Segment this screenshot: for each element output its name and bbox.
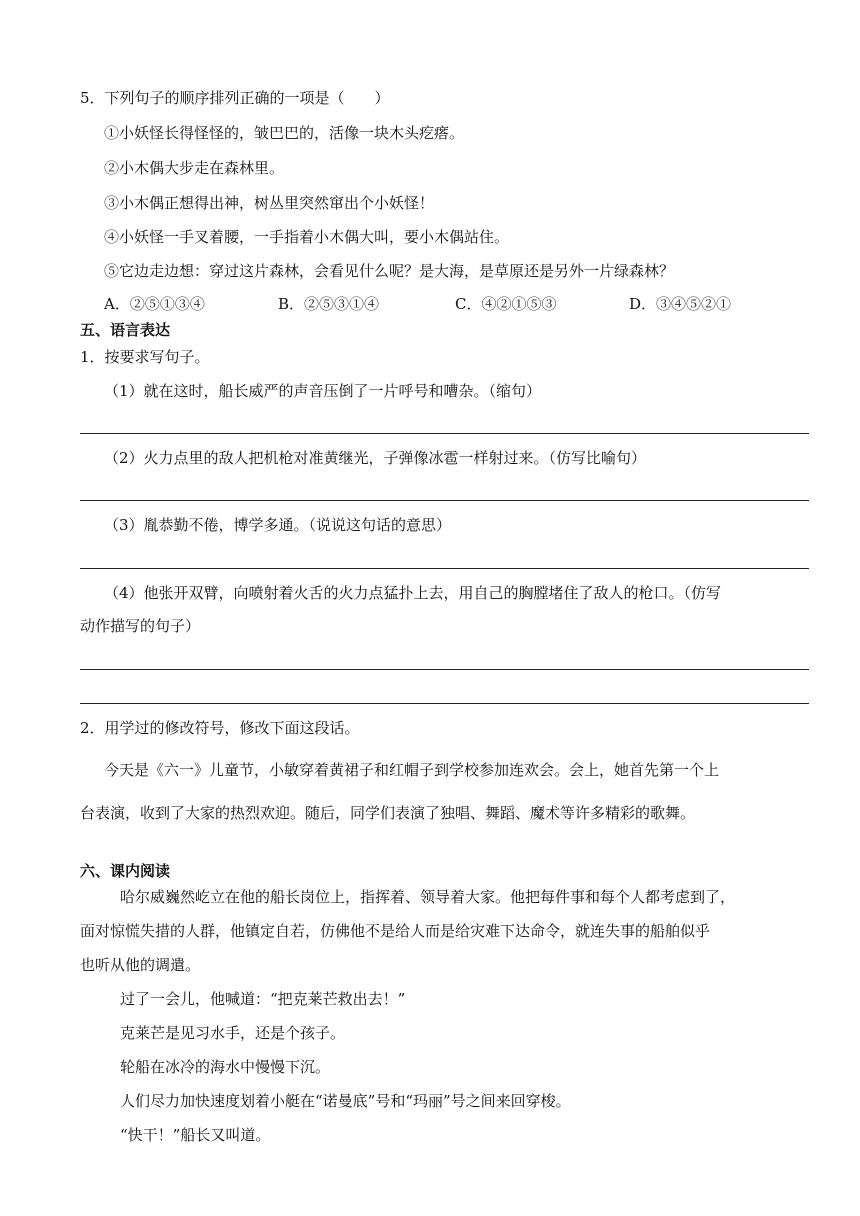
question-1-stem: 1．按要求写句子。 [80, 348, 210, 366]
paragraph-line-2: 台表演，收到了大家的热烈欢迎。随后，同学们表演了独唱、舞蹈、魔术等许多精彩的歌舞。 [80, 804, 696, 822]
answer-line-4a [80, 669, 809, 670]
sentence-3: ③小木偶正想得出神，树丛里突然窜出个小妖怪！ [104, 194, 435, 212]
reading-line-6: 轮船在冰冷的海水中慢慢下沉。 [120, 1058, 331, 1076]
reading-line-3: 也听从他的调遣。 [80, 956, 201, 974]
reading-line-2: 面对惊慌失措的人群，他镇定自若，仿佛他不是给人而是给灾难下达命令，就连失事的船舶似乎 [80, 922, 711, 940]
paragraph-line-1: 今天是《六一》儿童节，小敏穿着黄裙子和红帽子到学校参加连欢会。会上，她首先第一个上 [104, 761, 720, 779]
sentence-2: ②小木偶大步走在森林里。 [104, 159, 285, 177]
reading-line-8: “快干！”船长又叫道。 [120, 1126, 271, 1144]
sentence-5: ⑤它边走边想：穿过这片森林，会看见什么呢？是大海，是草原还是另外一片绿森林？ [104, 262, 675, 280]
answer-line-2 [80, 500, 809, 501]
prompt-2: （2）火力点里的敌人把机枪对准黄继光，子弹像冰雹一样射过来。（仿写比喻句） [104, 449, 647, 467]
reading-line-4: 过了一会儿，他喊道：“把克莱芒救出去！” [120, 990, 406, 1008]
option-c: C．④②①⑤③ [455, 295, 557, 313]
answer-line-1 [80, 433, 809, 434]
question-2-stem: 2．用学过的修改符号，修改下面这段话。 [80, 719, 360, 737]
option-d: D．③④⑤②① [629, 295, 732, 313]
section-6-title: 六、课内阅读 [80, 862, 171, 880]
answer-line-4b [80, 703, 809, 704]
reading-line-5: 克莱芒是见习水手，还是个孩子。 [120, 1024, 346, 1042]
sentence-4: ④小妖怪一手叉着腰，一手指着小木偶大叫，要小木偶站住。 [104, 228, 510, 246]
prompt-3: （3）胤恭勤不倦，博学多通。（说说这句话的意思） [104, 516, 452, 534]
answer-line-3 [80, 568, 809, 569]
reading-line-1: 哈尔威巍然屹立在他的船长岗位上，指挥着、领导着大家。他把每件事和每个人都考虑到了， [120, 888, 736, 906]
reading-line-7: 人们尽力加快速度划着小艇在“诺曼底”号和“玛丽”号之间来回穿梭。 [120, 1092, 571, 1110]
prompt-4: （4）他张开双臂，向喷射着火舌的火力点猛扑上去，用自己的胸膛堵住了敌人的枪口。（仿写 [104, 584, 722, 602]
option-b: B．②⑤③①④ [278, 295, 380, 313]
option-a: A．②⑤①③④ [104, 295, 205, 313]
prompt-4-continued: 动作描写的句子） [80, 617, 201, 635]
question-5-stem: 5．下列句子的顺序排列正确的一项是（ ） [80, 89, 390, 107]
section-5-title: 五、语言表达 [80, 321, 171, 339]
prompt-1: （1）就在这时，船长威严的声音压倒了一片呼号和嘈杂。（缩句） [104, 382, 542, 400]
sentence-1: ①小妖怪长得怪怪的，皱巴巴的，活像一块木头疙瘩。 [104, 124, 465, 142]
